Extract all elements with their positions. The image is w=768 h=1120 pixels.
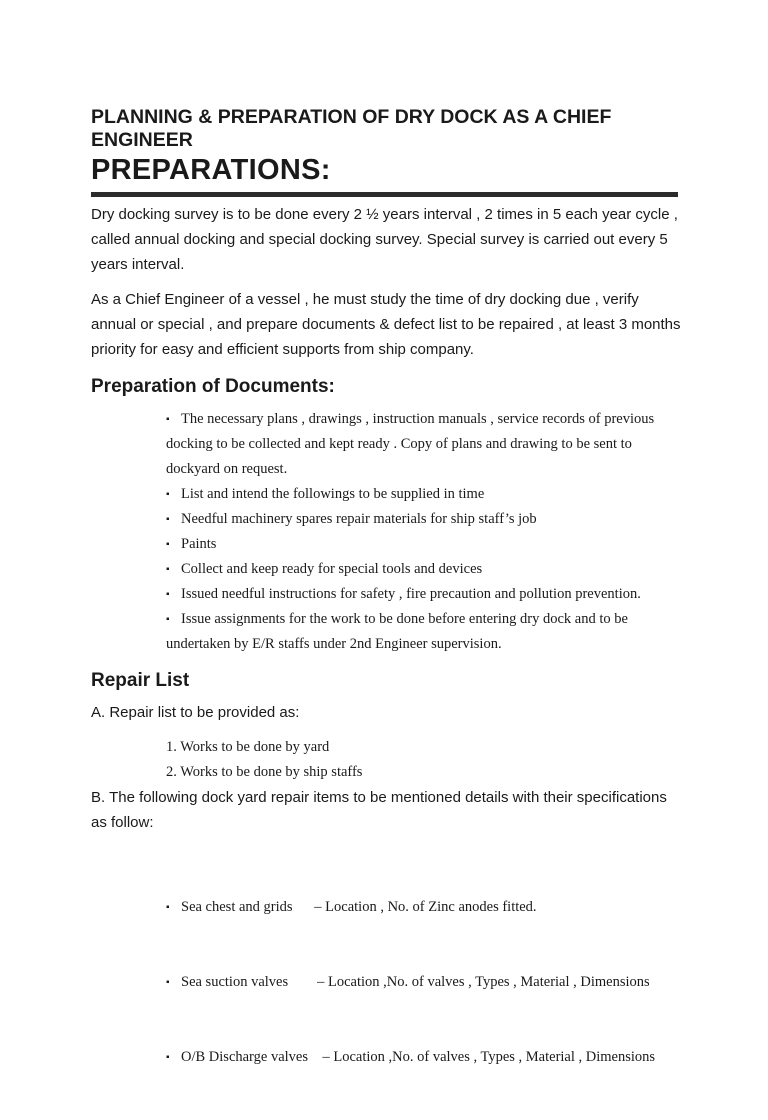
bullet-icon: ▪	[166, 614, 170, 625]
list-item	[166, 532, 686, 557]
list-item	[166, 407, 686, 482]
bullet-icon: ▪	[166, 902, 170, 913]
repair-list-heading: Repair List	[91, 670, 190, 691]
list-item	[166, 607, 686, 657]
list-item-text: Collect and keep ready for special tools and devices	[181, 561, 483, 577]
bullet-icon: ▪	[166, 514, 170, 525]
list-item	[166, 482, 686, 507]
list-item	[166, 970, 706, 995]
repair-numbered-list	[166, 735, 646, 785]
list-item-text: Issued needful instructions for safety , fire precaution and pollution prevention.	[181, 586, 641, 602]
bullet-icon: ▪	[166, 564, 170, 575]
bullet-icon: ▪	[166, 589, 170, 600]
list-item-text: The necessary plans , drawings , instruction manuals , service records of previous docking to be collected and kept ready . Copy of plans and drawing to be sent to dockyard on request.	[166, 411, 655, 477]
list-item-text: Sea suction valves – Location ,No. of valves , Types , Material , Dimensions	[181, 974, 650, 990]
intro-paragraph: As a Chief Engineer of a vessel , he must study the time of dry docking due , verify annual or special , and prepare documents & defect list to be repaired , at least 3 months priority for easy and efficient supports from ship company.	[91, 291, 681, 358]
documents-heading: Preparation of Documents:	[91, 376, 335, 397]
bullet-icon: ▪	[166, 539, 170, 550]
repair-spec-list	[166, 845, 706, 1120]
list-item: 1. Works to be done by yard	[166, 739, 330, 755]
documents-list	[166, 407, 686, 657]
list-item: 2. Works to be done by ship staffs	[166, 764, 363, 780]
list-item	[166, 507, 686, 532]
list-item-text: Needful machinery spares repair materials for ship staff’s job	[181, 511, 537, 527]
intro-paragraph: Dry docking survey is to be done every 2 ½ years interval , 2 times in 5 each year cycle , called annual docking and special docking survey. Special survey is carried out every 5 years interval.	[91, 206, 678, 273]
section-heading-preparations: PREPARATIONS:	[91, 154, 331, 186]
list-item	[166, 1045, 706, 1070]
list-item-text: Sea chest and grids – Location , No. of Zinc anodes fitted.	[181, 899, 537, 915]
list-item-text: O/B Discharge valves – Location ,No. of valves , Types , Material , Dimensions	[181, 1049, 656, 1065]
list-item	[166, 582, 686, 607]
list-item-text: List and intend the followings to be supplied in time	[181, 486, 485, 502]
bullet-icon: ▪	[166, 977, 170, 988]
repair-part-b: B. The following dock yard repair items to be mentioned details with their specifications as follow:	[91, 789, 667, 831]
bullet-icon: ▪	[166, 414, 170, 425]
heading-rule	[91, 192, 678, 197]
bullet-icon: ▪	[166, 1052, 170, 1063]
list-item	[166, 895, 706, 920]
list-item	[166, 557, 686, 582]
document-title: PLANNING & PREPARATION OF DRY DOCK AS A CHIEF ENGINEER	[91, 106, 612, 151]
bullet-icon: ▪	[166, 489, 170, 500]
list-item-text: Issue assignments for the work to be done before entering dry dock and to be undertaken by E/R staffs under 2nd Engineer supervision.	[166, 611, 628, 652]
list-item-text: Paints	[181, 536, 217, 552]
repair-part-a: A. Repair list to be provided as:	[91, 704, 300, 721]
